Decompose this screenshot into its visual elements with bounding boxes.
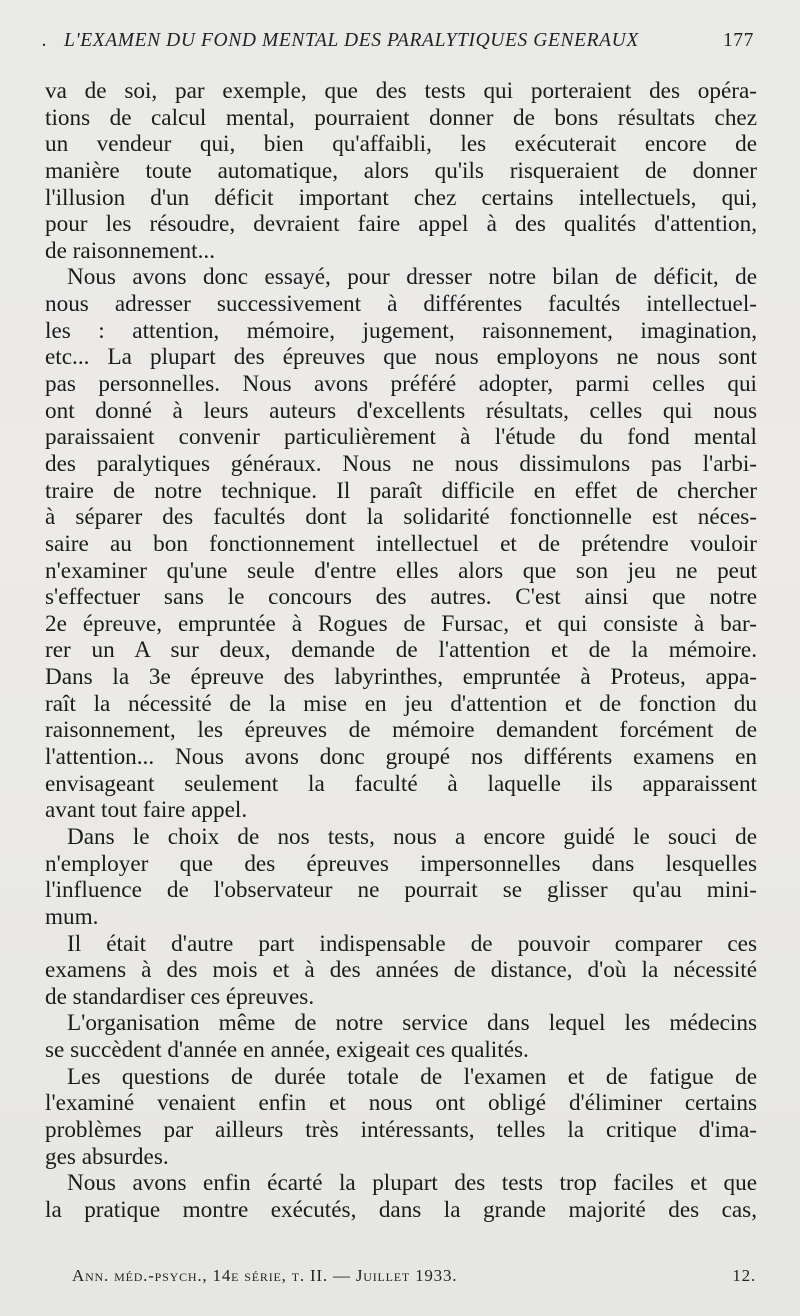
text-line: de standardiser ces épreuves. — [45, 983, 315, 1010]
header-mark: . — [42, 30, 48, 51]
text-line: tions de calcul mental, pourraient donner de bons résultats chez — [45, 104, 757, 131]
text-line: Nous avons enfin écarté la plupart des tests trop faciles et que — [67, 1170, 757, 1197]
text-line: examens à des mois et à des années de distance, d'où la nécessité — [45, 957, 757, 984]
text-line: Il était d'autre part indispensable de pouvoir comparer ces — [67, 930, 757, 957]
text-line: mum. — [45, 903, 99, 930]
text-line: les : attention, mémoire, jugement, raisonnement, imagination, — [45, 317, 757, 344]
text-line: manière toute automatique, alors qu'ils risqueraient de donner — [45, 157, 757, 184]
text-line: l'examiné venaient enfin et nous ont obligé d'éliminer certains — [45, 1090, 757, 1117]
running-title: L'EXAMEN DU FOND MENTAL DES PARALYTIQUES GENERAUX — [64, 30, 639, 51]
paragraph-4 — [45, 931, 757, 1011]
text-line: avant tout faire appel. — [45, 797, 248, 824]
text-line: nous adresser successivement à différentes facultés intellectuel- — [45, 291, 757, 318]
text-line: 2e épreuve, empruntée à Rogues de Fursac, et qui consiste à bar- — [45, 610, 757, 637]
text-line: saire au bon fonctionnement intellectuel et de prétendre vouloir — [45, 530, 757, 557]
text-line: n'employer que des épreuves impersonnelles dans lesquelles — [45, 850, 757, 877]
text-line: des paralytiques généraux. Nous ne nous dissimulons pas l'arbi- — [45, 450, 757, 477]
running-header — [42, 30, 754, 58]
paragraph-6 — [45, 1064, 757, 1171]
text-line: un vendeur qui, bien qu'affaibli, les exécuterait encore de — [45, 131, 757, 158]
paragraph-2 — [45, 264, 757, 823]
text-line: l'attention... Nous avons donc groupé nos différents examens en — [45, 744, 757, 771]
text-line: Les questions de durée totale de l'examen et de fatigue de — [67, 1063, 757, 1090]
text-line: n'examiner qu'une seule d'entre elles alors que son jeu ne peut — [45, 557, 757, 584]
text-line: de raisonnement... — [45, 237, 215, 264]
body-text — [45, 78, 757, 1224]
text-line: va de soi, par exemple, que des tests qui porteraient des opéra- — [45, 78, 757, 104]
paragraph-3 — [45, 824, 757, 931]
text-line: se succèdent d'année en année, exigeait ces qualités. — [45, 1037, 529, 1064]
text-line: rer un A sur deux, demande de l'attention et de la mémoire. — [45, 637, 757, 664]
journal-citation: Ann. méd.-psych., 14e série, t. II. — Juillet 1933. — [72, 1266, 458, 1285]
text-line: l'influence de l'observateur ne pourrait se glisser qu'au mini- — [45, 877, 757, 904]
text-line: paraissaient convenir particulièrement à l'étude du fond mental — [45, 424, 757, 451]
text-line: Dans le choix de nos tests, nous a encore guidé le souci de — [67, 823, 757, 850]
signature-mark: 12. — [732, 1266, 756, 1285]
paragraph-5 — [45, 1010, 757, 1063]
text-line: raisonnement, les épreuves de mémoire demandent forcément de — [45, 717, 757, 744]
text-line: Dans la 3e épreuve des labyrinthes, empruntée à Proteus, appa- — [45, 664, 757, 691]
footer — [72, 1266, 756, 1290]
paragraph-7 — [45, 1170, 757, 1223]
text-line: ont donné à leurs auteurs d'excellents résultats, celles qui nous — [45, 397, 757, 424]
text-line: ges absurdes. — [45, 1143, 169, 1170]
text-line: problèmes par ailleurs très intéressants, telles la critique d'ima- — [45, 1116, 757, 1143]
text-line: l'illusion d'un déficit important chez certains intellectuels, qui, — [45, 184, 757, 211]
text-line: Nous avons donc essayé, pour dresser notre bilan de déficit, de — [67, 264, 757, 291]
text-line: pour les résoudre, devraient faire appel à des qualités d'attention, — [45, 211, 757, 238]
text-line: traire de notre technique. Il paraît difficile en effet de chercher — [45, 477, 757, 504]
paragraph-1 — [45, 78, 757, 264]
text-line: à séparer des facultés dont la solidarité fonctionnelle est néces- — [45, 504, 757, 531]
text-line: etc... La plupart des épreuves que nous employons ne nous sont — [45, 344, 757, 371]
text-line: la pratique montre exécutés, dans la grande majorité des cas, — [45, 1196, 757, 1223]
page-number: 177 — [722, 30, 754, 51]
text-line: raît la nécessité de la mise en jeu d'attention et de fonction du — [45, 690, 757, 717]
text-line: envisageant seulement la faculté à laquelle ils apparaissent — [45, 770, 757, 797]
text-line: s'effectuer sans le concours des autres. C'est ainsi que notre — [45, 584, 757, 611]
text-line: L'organisation même de notre service dans lequel les médecins — [67, 1010, 757, 1037]
text-line: pas personnelles. Nous avons préféré adopter, parmi celles qui — [45, 371, 757, 398]
